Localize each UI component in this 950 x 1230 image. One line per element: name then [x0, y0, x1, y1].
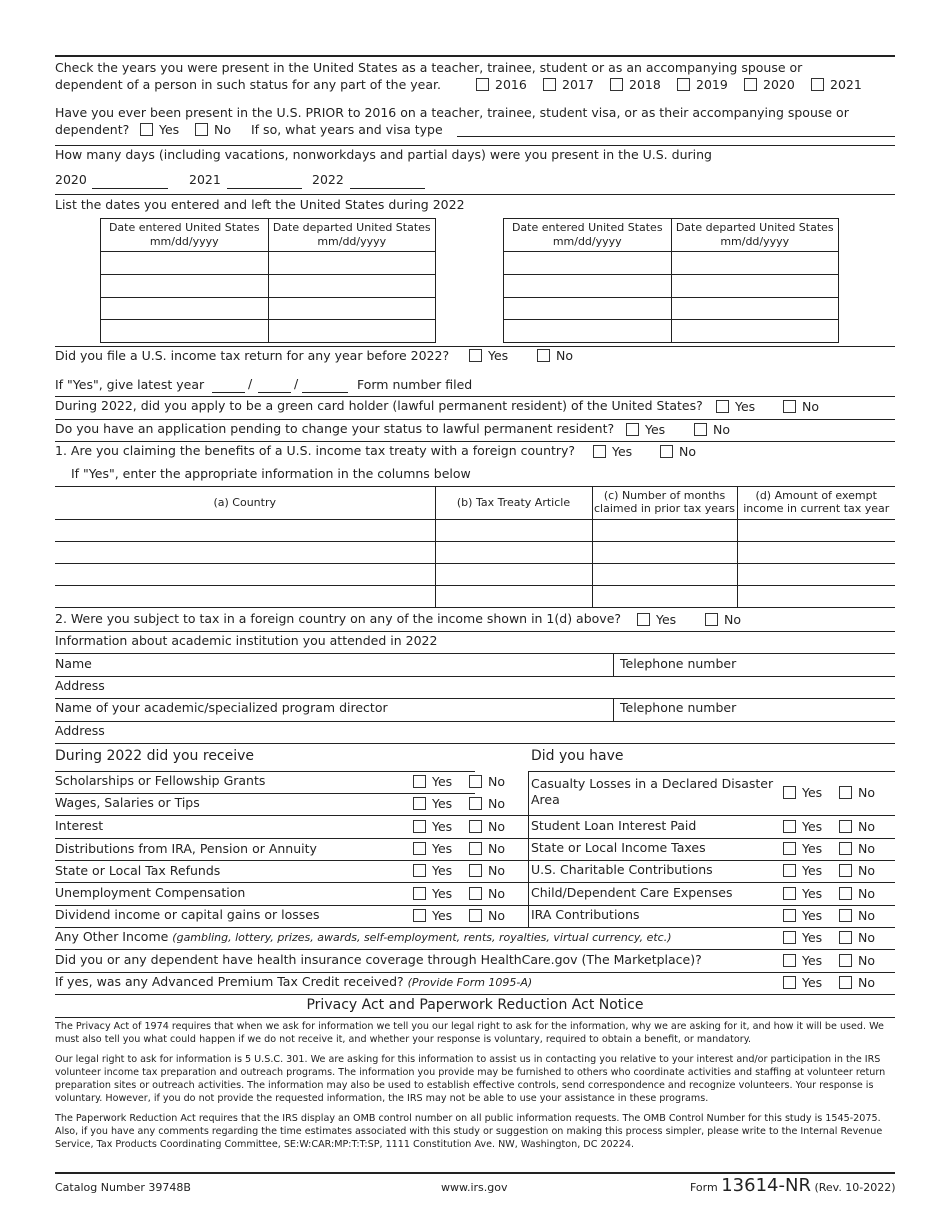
divider	[55, 145, 895, 146]
date-slash: /	[294, 376, 299, 391]
treaty-no-checkbox[interactable]: No	[660, 444, 696, 460]
divider	[55, 721, 895, 722]
checkbox-box[interactable]	[413, 909, 426, 922]
form-id	[690, 1175, 896, 1199]
col-departed-header: Date departed United States mm/dd/yyyy	[671, 219, 839, 252]
form-number-label: Form number filed	[357, 377, 473, 392]
dividend-label: Dividend income or capital gains or losses	[55, 907, 320, 922]
institution-title: Information about academic institution you attended in 2022	[55, 633, 438, 648]
treaty-instruction: If "Yes", enter the appropriate information in the columns below	[71, 466, 471, 481]
divider	[55, 194, 895, 195]
days-2020-field[interactable]	[92, 188, 168, 189]
checkbox-box[interactable]	[783, 786, 796, 799]
checkbox-box[interactable]	[413, 775, 426, 788]
child-care-label: Child/Dependent Care Expenses	[531, 885, 733, 900]
tax-return-question: Did you file a U.S. income tax return for any year before 2022?	[55, 348, 450, 363]
distributions-yes[interactable]: Yes	[413, 841, 452, 857]
vertical-divider	[613, 653, 614, 676]
checkbox-box[interactable]	[716, 400, 729, 413]
divider	[55, 972, 895, 973]
checkbox-2019[interactable]: 2019	[677, 77, 728, 93]
latest-year-label: If "Yes", give latest year	[55, 377, 205, 392]
treaty-cell[interactable]	[55, 563, 435, 585]
date-cell[interactable]	[268, 298, 436, 320]
treaty-cell[interactable]	[737, 563, 895, 585]
checkbox-box[interactable]	[839, 820, 852, 833]
state-taxes-no[interactable]: No	[839, 841, 875, 857]
ira-contributions-yes[interactable]: Yes	[783, 908, 822, 924]
other-income-note: (gambling, lottery, prizes, awards, self-employment, rents, royalties, virtual currency, etc.)	[172, 931, 672, 944]
checkbox-box[interactable]	[660, 445, 673, 458]
bottom-rule	[55, 1172, 895, 1174]
divider	[55, 994, 895, 995]
checkbox-box[interactable]	[839, 887, 852, 900]
unemployment-label: Unemployment Compensation	[55, 885, 246, 900]
dates-table-right	[503, 218, 839, 343]
date-cell[interactable]	[504, 320, 672, 343]
checkbox-box[interactable]	[413, 820, 426, 833]
treaty-cell[interactable]	[737, 585, 895, 607]
interest-yes[interactable]: Yes	[413, 819, 452, 835]
years-question-line2: dependent of a person in such status for any part of the year.	[55, 77, 441, 92]
foreign-tax-question: 2. Were you subject to tax in a foreign country on any of the income shown in 1(d) above?	[55, 611, 622, 626]
treaty-cell[interactable]	[435, 541, 592, 563]
years-question-line1: Check the years you were present in the United States as a teacher, trainee, student or as an accompanying spouse or	[55, 60, 803, 75]
checkbox-box[interactable]	[783, 400, 796, 413]
treaty-question: 1. Are you claiming the benefits of a U.S. income tax treaty with a foreign country?	[55, 443, 576, 458]
checkbox-box[interactable]	[839, 864, 852, 877]
other-income-no[interactable]: No	[839, 930, 875, 946]
charitable-yes[interactable]: Yes	[783, 863, 822, 879]
latest-day-field[interactable]	[258, 392, 291, 393]
date-cell[interactable]	[101, 252, 269, 275]
did-you-have-heading: Did you have	[531, 748, 624, 764]
distributions-no[interactable]: No	[469, 841, 505, 857]
treaty-cell[interactable]	[435, 563, 592, 585]
treaty-table	[55, 486, 895, 608]
checkbox-box[interactable]	[469, 775, 482, 788]
unemployment-yes[interactable]: Yes	[413, 886, 452, 902]
premium-credit-note: (Provide Form 1095-A)	[407, 976, 533, 989]
checkbox-box[interactable]	[593, 445, 606, 458]
days-year-2021-label: 2021	[189, 172, 221, 187]
top-rule	[55, 55, 895, 57]
days-2021-field[interactable]	[227, 188, 302, 189]
green-card-yes-checkbox[interactable]: Yes	[716, 399, 755, 415]
institution-telephone-label: Telephone number	[620, 656, 737, 671]
divider	[55, 631, 895, 632]
checkbox-box[interactable]	[543, 78, 556, 91]
checkbox-2021[interactable]: 2021	[811, 77, 862, 93]
divider	[55, 927, 895, 928]
date-cell[interactable]	[101, 320, 269, 343]
treaty-yes-checkbox[interactable]: Yes	[593, 444, 632, 460]
refunds-yes[interactable]: Yes	[413, 863, 452, 879]
checkbox-box[interactable]	[783, 842, 796, 855]
checkbox-box[interactable]	[610, 78, 623, 91]
checkbox-box[interactable]	[413, 864, 426, 877]
checkbox-box[interactable]	[783, 820, 796, 833]
date-cell[interactable]	[268, 252, 436, 275]
checkbox-box[interactable]	[839, 786, 852, 799]
checkbox-box[interactable]	[469, 887, 482, 900]
date-cell[interactable]	[671, 320, 839, 343]
casualty-label-line1: Casualty Losses in a Declared Disaster	[531, 776, 774, 791]
divider	[55, 1017, 895, 1018]
checkbox-box[interactable]	[694, 423, 707, 436]
form-revision: (Rev. 10-2022)	[814, 1181, 896, 1194]
divider	[528, 771, 895, 772]
checkbox-box[interactable]	[839, 976, 852, 989]
student-loan-yes[interactable]: Yes	[783, 819, 822, 835]
premium-credit-question: If yes, was any Advanced Premium Tax Credit received?	[55, 974, 404, 989]
treaty-cell[interactable]	[592, 519, 737, 541]
checkbox-box[interactable]	[469, 909, 482, 922]
casualty-label-line2: Area	[531, 792, 560, 807]
form-prefix: Form	[690, 1181, 718, 1194]
checkbox-box[interactable]	[413, 842, 426, 855]
catalog-number: Catalog Number 39748B	[55, 1181, 191, 1194]
divider	[55, 771, 475, 772]
date-cell[interactable]	[504, 298, 672, 320]
col-months-header: (c) Number of months claimed in prior tax years	[592, 486, 737, 519]
scholarships-yes[interactable]: Yes	[413, 774, 452, 790]
dividend-yes[interactable]: Yes	[413, 908, 452, 924]
checkbox-box[interactable]	[469, 842, 482, 855]
wages-no[interactable]: No	[469, 796, 505, 812]
privacy-paragraph-2: Our legal right to ask for information is 5 U.S.C. 301. We are asking for this information to assist us in contacting you relative to your interest and/or participation in the IRS volunteer income tax preparation and outreach programs. The information you provide may be furnished to others who coordinate activities and staffing at volunteer return preparation sites or outreach activities. The information may also be used to establish effective controls, send correspondence and recognize volunteers. Your response is voluntary. However, if you do not provide the requested information, the IRS may not be able to use your assistance in these programs.	[55, 1054, 886, 1104]
treaty-cell[interactable]	[737, 519, 895, 541]
divider	[55, 441, 895, 442]
date-cell[interactable]	[268, 320, 436, 343]
checkbox-box[interactable]	[783, 887, 796, 900]
date-cell[interactable]	[671, 298, 839, 320]
unemployment-no[interactable]: No	[469, 886, 505, 902]
divider	[55, 860, 895, 861]
days-year-2022-label: 2022	[312, 172, 344, 187]
other-income-label: Any Other Income	[55, 929, 169, 944]
date-cell[interactable]	[268, 275, 436, 298]
checkbox-box[interactable]	[783, 976, 796, 989]
marketplace-no[interactable]: No	[839, 953, 875, 969]
director-address-label: Address	[55, 723, 105, 738]
dates-table-left	[100, 218, 436, 343]
checkbox-box[interactable]	[469, 864, 482, 877]
paperwork-paragraph: The Paperwork Reduction Act requires that the IRS display an OMB control number on all public information requests. The OMB Control Number for this study is 1545-2075. Also, if you have any comments regarding the time estimates associated with this study or suggestion on making this process simpler, please write to the Internal Revenue Service, Tax Products Coordinating Committee, SE:W:CAR:MP:T:T:SP, 1111 Constitution Ave. NW, Washington, DC 20224.	[55, 1113, 883, 1150]
checkbox-box[interactable]	[839, 954, 852, 967]
date-cell[interactable]	[101, 298, 269, 320]
col-departed-header: Date departed United States mm/dd/yyyy	[268, 219, 436, 252]
col-country-header: (a) Country	[55, 486, 435, 519]
checkbox-box[interactable]	[537, 349, 550, 362]
casualty-no[interactable]: No	[839, 785, 875, 801]
divider	[55, 743, 895, 744]
tax-return-yes-checkbox[interactable]: Yes	[469, 348, 508, 364]
marketplace-question: Did you or any dependent have health insurance coverage through HealthCare.gov (The Marketplace)?	[55, 952, 702, 967]
privacy-paragraph-1: The Privacy Act of 1974 requires that when we ask for information we tell you our legal right to ask for the information, why we are asking for it, and how it will be used. We must also tell you what could happen if we do not receive it, and whether your response is voluntary, required to obtain a benefit, or mandatory.	[55, 1021, 884, 1045]
green-card-no-checkbox[interactable]: No	[783, 399, 819, 415]
latest-year-field[interactable]	[302, 392, 348, 393]
divider	[55, 419, 895, 420]
vertical-divider	[613, 698, 614, 721]
checkbox-box[interactable]	[839, 931, 852, 944]
treaty-cell[interactable]	[55, 585, 435, 607]
refunds-label: State or Local Tax Refunds	[55, 863, 221, 878]
pending-yes-checkbox[interactable]: Yes	[626, 422, 665, 438]
premium-credit-no[interactable]: No	[839, 975, 875, 991]
checkbox-box[interactable]	[469, 797, 482, 810]
prior-question-line2: dependent?	[55, 122, 130, 137]
divider	[55, 905, 895, 906]
treaty-cell[interactable]	[55, 519, 435, 541]
divider	[55, 396, 895, 397]
ira-contributions-label: IRA Contributions	[531, 907, 640, 922]
col-article-header: (b) Tax Treaty Article	[435, 486, 592, 519]
checkbox-box[interactable]	[839, 909, 852, 922]
state-taxes-label: State or Local Income Taxes	[531, 840, 706, 855]
date-slash: /	[248, 376, 253, 391]
checkbox-box[interactable]	[811, 78, 824, 91]
days-2022-field[interactable]	[350, 188, 425, 189]
checkbox-box[interactable]	[677, 78, 690, 91]
checkbox-box[interactable]	[469, 820, 482, 833]
treaty-cell[interactable]	[435, 585, 592, 607]
divider	[55, 838, 895, 839]
green-card-question: During 2022, did you apply to be a green card holder (lawful permanent resident) of the United States?	[55, 398, 703, 413]
student-loan-no[interactable]: No	[839, 819, 875, 835]
checkbox-2020[interactable]: 2020	[744, 77, 795, 93]
wages-yes[interactable]: Yes	[413, 796, 452, 812]
institution-name-label: Name	[55, 656, 92, 671]
ira-contributions-no[interactable]: No	[839, 908, 875, 924]
days-question: How many days (including vacations, nonworkdays and partial days) were you present in the U.S. during	[55, 147, 712, 162]
divider	[55, 882, 895, 883]
checkbox-box[interactable]	[839, 842, 852, 855]
form-page	[55, 0, 895, 1230]
other-income-yes[interactable]: Yes	[783, 930, 822, 946]
form-number: 13614-NR	[721, 1175, 811, 1196]
checkbox-box[interactable]	[744, 78, 757, 91]
checkbox-2018[interactable]: 2018	[610, 77, 661, 93]
pending-question: Do you have an application pending to change your status to lawful permanent resident?	[55, 421, 615, 436]
checkbox-box[interactable]	[705, 613, 718, 626]
col-entered-header: Date entered United States mm/dd/yyyy	[504, 219, 672, 252]
scholarships-no[interactable]: No	[469, 774, 505, 790]
divider	[55, 653, 895, 654]
director-name-label: Name of your academic/specialized program director	[55, 700, 388, 715]
prior-question-line1: Have you ever been present in the U.S. PRIOR to 2016 on a teacher, trainee, student visa, or as their accompanying spouse or	[55, 105, 849, 120]
checkbox-box[interactable]	[469, 349, 482, 362]
divider	[55, 676, 895, 677]
treaty-cell[interactable]	[737, 541, 895, 563]
date-cell[interactable]	[504, 252, 672, 275]
refunds-no[interactable]: No	[469, 863, 505, 879]
days-year-2020-label: 2020	[55, 172, 87, 187]
divider	[55, 793, 475, 794]
distributions-label: Distributions from IRA, Pension or Annuity	[55, 841, 317, 856]
treaty-cell[interactable]	[55, 541, 435, 563]
charitable-no[interactable]: No	[839, 863, 875, 879]
child-care-yes[interactable]: Yes	[783, 886, 822, 902]
date-cell[interactable]	[504, 275, 672, 298]
col-amount-header: (d) Amount of exempt income in current tax year	[737, 486, 895, 519]
charitable-label: U.S. Charitable Contributions	[531, 862, 713, 877]
foreign-tax-yes-checkbox[interactable]: Yes	[637, 612, 676, 628]
foreign-tax-no-checkbox[interactable]: No	[705, 612, 741, 628]
casualty-yes[interactable]: Yes	[783, 785, 822, 801]
dates-title: List the dates you entered and left the United States during 2022	[55, 197, 465, 212]
other-income-row	[55, 929, 671, 946]
checkbox-box[interactable]	[783, 954, 796, 967]
prior-years-visa-field[interactable]	[457, 136, 895, 137]
irs-website: www.irs.gov	[441, 1181, 508, 1194]
col-entered-header: Date entered United States mm/dd/yyyy	[101, 219, 269, 252]
state-taxes-yes[interactable]: Yes	[783, 841, 822, 857]
checkbox-box[interactable]	[476, 78, 489, 91]
tax-return-no-checkbox[interactable]: No	[537, 348, 573, 364]
prior-followup-label: If so, what years and visa type	[251, 122, 443, 137]
treaty-cell[interactable]	[435, 519, 592, 541]
divider	[55, 949, 895, 950]
checkbox-box[interactable]	[195, 123, 208, 136]
divider	[55, 698, 895, 699]
prior-no-checkbox[interactable]: No	[195, 122, 231, 138]
checkbox-box[interactable]	[783, 864, 796, 877]
dividend-no[interactable]: No	[469, 908, 505, 924]
treaty-cell[interactable]	[592, 541, 737, 563]
pending-no-checkbox[interactable]: No	[694, 422, 730, 438]
marketplace-yes[interactable]: Yes	[783, 953, 822, 969]
date-cell[interactable]	[101, 275, 269, 298]
checkbox-box[interactable]	[413, 887, 426, 900]
director-telephone-label: Telephone number	[620, 700, 737, 715]
wages-label: Wages, Salaries or Tips	[55, 795, 200, 810]
scholarships-label: Scholarships or Fellowship Grants	[55, 773, 266, 788]
interest-no[interactable]: No	[469, 819, 505, 835]
checkbox-2017[interactable]: 2017	[543, 77, 594, 93]
checkbox-box[interactable]	[783, 931, 796, 944]
date-cell[interactable]	[671, 275, 839, 298]
divider	[55, 346, 895, 347]
checkbox-box[interactable]	[626, 423, 639, 436]
treaty-cell[interactable]	[592, 585, 737, 607]
interest-label: Interest	[55, 818, 104, 833]
checkbox-2016[interactable]: 2016	[476, 77, 527, 93]
treaty-cell[interactable]	[592, 563, 737, 585]
student-loan-label: Student Loan Interest Paid	[531, 818, 697, 833]
date-cell[interactable]	[671, 252, 839, 275]
receive-heading: During 2022 did you receive	[55, 748, 255, 764]
premium-credit-row	[55, 974, 532, 991]
checkbox-box[interactable]	[783, 909, 796, 922]
latest-month-field[interactable]	[212, 392, 245, 393]
privacy-title: Privacy Act and Paperwork Reduction Act Notice	[306, 997, 644, 1013]
premium-credit-yes[interactable]: Yes	[783, 975, 822, 991]
institution-address-label: Address	[55, 678, 105, 693]
checkbox-box[interactable]	[140, 123, 153, 136]
checkbox-box[interactable]	[637, 613, 650, 626]
child-care-no[interactable]: No	[839, 886, 875, 902]
checkbox-box[interactable]	[413, 797, 426, 810]
divider	[55, 815, 895, 816]
prior-yes-checkbox[interactable]: Yes	[140, 122, 179, 138]
